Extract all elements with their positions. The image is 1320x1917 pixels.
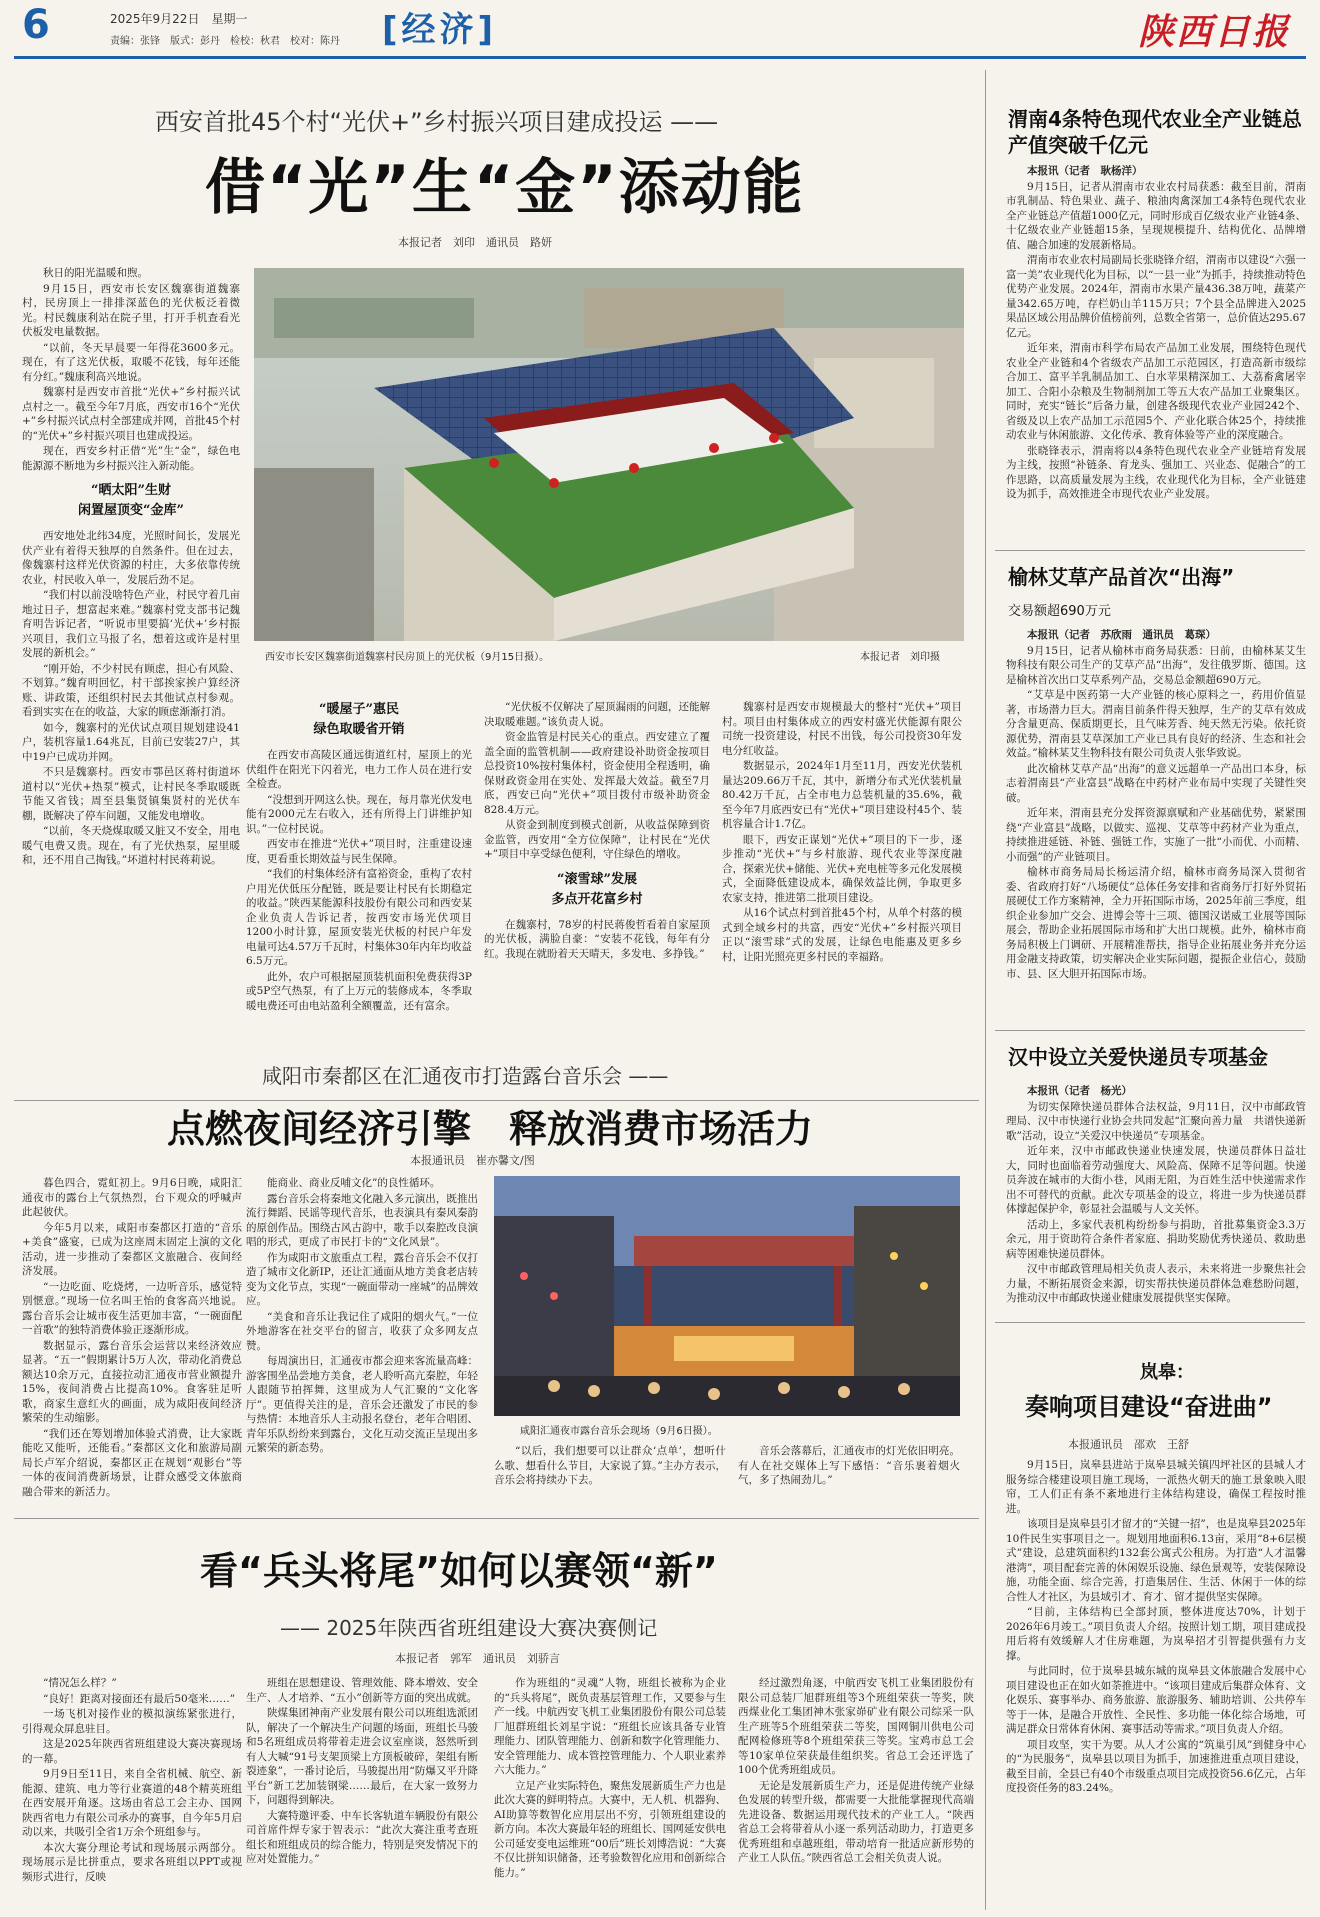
solar-rooftop-photo xyxy=(254,268,964,641)
sidebar-a4-kicker: 岚皋： xyxy=(1140,1362,1194,1383)
paragraph: 项目攻坚，实干为要。从人才公寓的“筑巢引凤”到健身中心的“为民服务”，岚皋县以项目为抓手，加速推进重点项目建设，截至目前，全县已有40个市级重点项目完成投资56.6亿元，占年度投资任务的83.24%。 xyxy=(1006,1738,1306,1794)
section-title: [经济] xyxy=(382,10,498,50)
paragraph: “美食和音乐让我记住了咸阳的烟火气。”一位外地游客在社交平台的留言，收获了众多网友点赞。 xyxy=(246,1310,478,1352)
sidebar-a2-subtitle: 交易额超690万元 xyxy=(1008,604,1111,619)
paragraph: 露台音乐会将秦地文化融入多元演出，既推出流行舞蹈、民谣等现代音乐，也表演具有秦风秦韵的原创作品。围绕古风古韵中，歌手以秦腔改良演唱的形式，更成了市民打卡的“文化风景”。 xyxy=(246,1192,478,1248)
paragraph: 活动上，多家代表机构纷纷参与捐助，首批募集资金3.3万余元，用于资助符合条件者家庭、捐助奖励优秀快递员、救助患病等困难快递员群体。 xyxy=(1006,1218,1306,1260)
art2-headline: 点燃夜间经济引擎 释放消费市场活力 xyxy=(167,1107,814,1151)
paragraph: 近年来，渭南市科学布局农产品加工业发展，围绕特色现代农业全产业链和4个省级农产品加工示范园区，打造高新市级综合加工、富平羊乳制品加工、白水苹果精深加工、大荔畜禽屠宰加工、合阳小杂粮及生物制剂加工等五大农产品加工业聚集区。同时，充实“链长”后备力量，创建各级现代农业产业园242个、省级及以上农产品加工示范园5个、产业化联合体25个，持续推动农业与休闲旅游、文化传承、教育体验等产业的深度融合。 xyxy=(1006,342,1306,441)
paragraph: 不只是魏寨村。西安市鄠邑区蒋村街道坏道村以“光伏+热泵”模式，让村民冬季取暖既节能又省钱；周至县集贤镇集贤村的光伏车棚，既解决了停车问题，又能发电增收。 xyxy=(22,766,240,822)
sidebar-rule-1 xyxy=(995,550,1305,551)
paragraph: 数据显示，2024年1月至11月，西安光伏装机量达209.66万千瓦，其中，新增分布式光伏装机量80.42万千瓦，占全市电力总装机量的35.6%，截至今年7月底西安已有“光伏+”项目建设村45个、装机容量合计1.7亿。 xyxy=(722,760,962,830)
paragraph: 9月9日至11日，来自全省机械、航空、新能源、建筑、电力等行业赛道的48个精英班组在西安展开角逐。这场由省总工会主办、国网陕西省电力有限公司承办的赛事，自今年5月启动以来，共吸引全省1万余个班组参与。 xyxy=(22,1768,242,1838)
sidebar-a1-paragraphs xyxy=(1006,180,1306,502)
paragraph: 立足产业实际特色，聚焦发展新质生产力也是此次大赛的鲜明特点。大赛中，无人机、机器狗、AI助算等数智化应用层出不穷，引领班组建设的新方向。本次大赛最年轻的班组长、国网延安供电公司延安变电运维班“00后”班长刘博浩说：“大赛不仅比拼知识储备，还考验数智化应用和创新综合能力。” xyxy=(494,1779,726,1879)
header-divider xyxy=(14,56,1306,59)
paragraph: 9月15日，岚皋县进站于岚皋县城关镇四坪社区的县城人才服务综合楼建设项目施工现场，一派热火朝天的施工景象映入眼帘，工人们正有条不紊地进行主体结构建设，确保工程按时推进。 xyxy=(1006,1459,1306,1515)
paragraph: 此外，农户可根据屋顶装机面积免费获得3P或5P空气热泵，有了上万元的装修成本，冬季取暖电费还可由电站盈利全额覆盖，还有富余。 xyxy=(246,970,472,1012)
solar-rooftop-illustration xyxy=(254,268,964,641)
art3-byline: 本报记者 郭军 通讯员 刘骄言 xyxy=(395,1652,560,1665)
paragraph: 大赛特邀评委、中车长客轨道车辆股份有限公司首席件焊专家于智表示：“此次大赛注重考查班组长和班组成员的综合能力，特别是突发情况下的应对处置能力。” xyxy=(246,1809,478,1865)
paragraph: “情况怎么样？” xyxy=(43,1677,117,1689)
sidebar-a1-body xyxy=(1006,164,1306,542)
paragraph: 张晓锋表示，渭南将以4条特色现代农业全产业链培育发展为主线，按照“补链条、育龙头、强加工、兴业态、促融合”的工作思路，以高质量发展为主线，农业现代化为目标，全产业链建设为抓手，高效推进全市现代农业产业发展。 xyxy=(1006,444,1306,500)
paragraph: “一边吃面、吃烧烤，一边听音乐，感觉特别惬意。”现场一位名叫王怡的食客高兴地说。露台音乐会让城市夜生活更加丰富，“一碗面配一首歌”的独特消费体验正逐渐形成。 xyxy=(22,1280,242,1336)
paragraph: 一场飞机对接作业的模拟演练紧张进行，引得观众屏息驻目。 xyxy=(22,1708,242,1735)
lead-subhead-2-line2: 绿色取暖省开销 xyxy=(313,722,405,737)
paragraph: 渭南市农业农村局副局长张晓锋介绍，渭南市以建设“六强一富一美”农业现代化为目标，以“一县一业”为抓手，持续推动特色优势产业发展。2024年，渭南市水果产量436.38万吨，蔬菜产量342.65万吨，存栏奶山羊115万只；7个县全品牌进入2025果品区域公用品牌价值榜前列，总数全省第一，总价值达295.67亿元。 xyxy=(1006,254,1306,339)
paragraph: 魏寨村是西安市首批“光伏+”乡村振兴试点村之一。截至今年7月底，西安市16个“光伏+”乡村振兴试点村全部建成并网，首批45个村的“光伏+”乡村振兴项目也建成投运。 xyxy=(22,386,240,442)
lead-subhead-3-line1: “滚雪球”发展 xyxy=(557,871,637,887)
lead-kicker: 西安首批45个村“光伏+”乡村振兴项目建成投运 —— xyxy=(155,108,719,136)
sidebar-divider xyxy=(985,70,986,1910)
sidebar-a1-byline: 本报讯（记者 耿杨洋） xyxy=(1027,165,1143,177)
lead-headline: 借“光”生“金”添动能 xyxy=(205,153,805,223)
paragraph: 汉中市邮政管理局相关负责人表示，未来将进一步聚焦社会力量，不断拓展资金来源，切实帮扶快递员群体急难愁盼问题，为推动汉中市邮政快递业健康发展提供坚实保障。 xyxy=(1006,1263,1306,1304)
art2-column-1 xyxy=(22,1176,242,1506)
paragraph: “以后，我们想要可以让群众‘点单’，想听什么歌、想看什么节目，大家说了算。”主办方表示，音乐会将持续办下去。 xyxy=(494,1445,726,1486)
paragraph: “刚开始，不少村民有顾虑，担心有风险、不划算。”魏育明回忆，村干部挨家挨户算经济账、讲政策，还组织村民去其他试点村参观。看到实实在在的收益，大家的顾虑渐渐打消。 xyxy=(22,662,240,718)
lead-column-2 xyxy=(246,700,472,1090)
editor-credits: 责编：张锋 版式：彭丹 检校：秋君 校对：陈丹 xyxy=(110,36,340,47)
paragraph: 近年来，汉中市邮政快递业快速发展，快递员群体日益壮大，同时也面临着劳动强度大、风险高、保障不足等问题。快递员奔波在城市的大街小巷，风雨无阻，为百姓生活中快递需求作出不可替代的贡献。此次专项基金的设立，将进一步为快递员群体撑起保护伞，彰显社会温暖与人文关怀。 xyxy=(1006,1145,1306,1215)
lead-subhead-1-line2: 闲置屋顶变“金库” xyxy=(78,503,184,518)
art2-bottom-rule xyxy=(14,1518,979,1519)
paragraph: 现在，西安乡村正借“光”生“金”，绿色电能源源不断地为乡村振兴注入新动能。 xyxy=(22,445,240,472)
sidebar-a2-byline: 本报讯（记者 苏欣雨 通讯员 葛琛） xyxy=(1027,629,1216,641)
lead-photo-caption: 西安市长安区魏寨街道魏寨村民房顶上的光伏板（9月15日摄）。 xyxy=(265,652,550,663)
art2-byline: 本报通讯员 崔亦馨文/图 xyxy=(410,1154,535,1167)
lead-column-1 xyxy=(22,266,240,1086)
paragraph: 西安地处北纬34度，光照时间长，发展光伏产业有着得天独厚的自然条件。但在过去，像魏寨村这样光伏资源的村庄，大多依靠传统农业，村民收入单一，发展后劲不足。 xyxy=(22,530,240,586)
sidebar-a3-paragraphs xyxy=(1006,1100,1306,1306)
paragraph: 作为咸阳市文旅重点工程，露台音乐会不仅打造了城市文化新IP，还让汇通面从地方美食老店转变为文化节点，实现“一碗面带动一座城”的品牌效应。 xyxy=(246,1251,478,1307)
lead-byline: 本报记者 刘印 通讯员 路妍 xyxy=(398,236,552,249)
lead-subhead-3-line2: 多点开花富乡村 xyxy=(551,891,643,907)
lead-subhead-1 xyxy=(22,481,240,521)
art2-column-2 xyxy=(246,1176,478,1506)
lead-col1-paragraphs xyxy=(22,266,240,473)
paragraph: 9月15日，记者从渭南市农业农村局获悉：截至目前，渭南市乳制品、特色果业、蔬子、粮油肉禽深加工4条特色现代农业全产业链总产值超1000亿元，同时形成百亿级农业产业链4条、十亿级农业产业链超15条，呈现规模提升、结构优化、品牌增值、融合加速的发展新格局。 xyxy=(1006,180,1306,251)
sidebar-a2-paragraphs xyxy=(1006,644,1306,982)
lead-col2b-paragraphs xyxy=(246,748,472,1013)
paragraph: 这是2025年陕西省班组建设大赛决赛现场的一幕。 xyxy=(22,1738,242,1765)
paragraph: “光伏板不仅解决了屋顶漏雨的问题，还能解决取暖难题。”该负责人说。 xyxy=(484,701,710,728)
art2-col4-paragraphs xyxy=(738,1444,960,1488)
art3-column-1 xyxy=(22,1676,242,1912)
sidebar-a1-headline: 渭南4条特色现代农业全产业链总产值突破千亿元 xyxy=(1008,107,1302,157)
sidebar-a2-headline: 榆林艾草产品首次“出海” xyxy=(1008,565,1235,589)
sidebar-a4-byline: 本报通讯员 邵欢 王舒 xyxy=(1068,1438,1189,1451)
art3-column-4 xyxy=(738,1676,974,1912)
art3-col4-paragraphs xyxy=(738,1676,974,1866)
lead-photo-credit: 本报记者 刘印摄 xyxy=(860,652,940,663)
lead-column-4 xyxy=(722,700,962,1090)
lead-col1b-paragraphs xyxy=(22,529,240,868)
night-market-photo xyxy=(494,1176,960,1416)
paragraph: 班组在思想建设、管理效能、降本增效、安全生产、人才培养、“五小”创新等方面的突出成就。 xyxy=(246,1677,478,1704)
art3-col3-paragraphs xyxy=(494,1676,726,1880)
paragraph: 音乐会落幕后，汇通夜市的灯光依旧明亮。有人在社交媒体上写下感悟：“音乐裹着烟火气，多了热闹劲儿。” xyxy=(738,1445,960,1486)
sidebar-a4-body xyxy=(1006,1458,1306,1910)
paragraph: “以前，冬天烧煤取暖又脏又不安全，用电暖气电费又贵。现在，有了光伏热泵，屋里暖和，还不用自己掏钱。”坏道村村民蒋莉说。 xyxy=(22,825,240,866)
paragraph: 从资金到制度到模式创新，从收益保障到资金监管，西安用“全方位保障”，让村民在“光伏+”项目中享受绿色便利，守住绿色的增收。 xyxy=(484,819,710,860)
paragraph: 暮色四合，霓虹初上。9月6日晚，咸阳汇通夜市的露台上气氛热烈，台下观众的呼喊声此起彼伏。 xyxy=(22,1177,242,1218)
paragraph: “以前，冬天早晨要一年得花3600多元。现在，有了这光伏板，取暖不花钱，每年还能有分红。”魏康利高兴地说。 xyxy=(22,341,240,383)
paragraph: 无论是发展新质生产力，还是促进传统产业绿色发展的转型升级，都需要一大批能掌握现代高端先进设备、数据运用现代技术的产业工人。“陕西省总工会将带着从小逐一系列活动助力，打造更多优秀班组和卓越班组，带动培育一批适应新形势的产业工人队伍。”陕西省总工会相关负责人说。 xyxy=(738,1779,974,1864)
paragraph: 资金监管是村民关心的重点。西安建立了覆盖全面的监管机制——政府建设补助资金按项目总投资10%按村集体村，资金使用全程透明，确保财政资金用在实处、发挥最大效益。截至7月底，西安已向“光伏+”项目拨付市级补助资金828.4万元。 xyxy=(484,731,710,816)
lead-column-3 xyxy=(484,700,710,1090)
paragraph: “我们的村集体经济有富裕资金，重构了农村户用光伏低压分配链，既是要让村民有长期稳定的收益。”陕西某能源科技股份有限公司和西安某企业负责人告诉记者，按西安市场光伏项目1200小时计算，屋顶安装光伏板的村民户年发电量可达4.57万千瓦时，村集体30年内年均收益6.5万元。 xyxy=(246,868,472,967)
lead-subhead-3 xyxy=(484,870,710,910)
paragraph: “我们村以前没啥特色产业，村民守着几亩地过日子，想富起来难。”魏寨村党支部书记魏育明告诉记者，“听说市里要搞‘光伏+’乡村振兴项目，我们立马报了名，想着这或许是村里发展的新机会。” xyxy=(22,589,240,659)
night-market-illustration xyxy=(494,1176,960,1416)
paragraph: 该项目是岚皋县引才留才的“关键一招”，也是岚皋县2025年10件民生实事项目之一。规划用地面积6.13亩，采用“8+6层模式”建设，总建筑面积约132套公寓式公租房。为打造“人才温馨港湾”，项目配套完善的休闲娱乐设施、绿色景观等，安装保障设施，功能全面、综合完善，打造集居住、生活、休闲于一体的综合性人才社区，为县域引才、育才、留才提供坚实保障。 xyxy=(1006,1518,1306,1603)
art2-column-4 xyxy=(738,1444,960,1508)
newspaper-logo: 陕西日报 xyxy=(1137,11,1290,53)
paragraph: 能商业、商业反哺文化”的良性循环。 xyxy=(267,1177,441,1189)
paragraph: 每周演出日，汇通夜市都会迎来客流量高峰：游客围坐品尝地方美食，老人聆听高亢秦腔，年轻人跟随节拍挥舞，这里成为人气汇聚的“文化客厅”。更值得关注的是，音乐会还激发了市民的参与热情：本地音乐人主动报名登台，老年合唱团、青年乐队纷纷来到露台，文化互动交流正呈现出多元繁荣的新态势。 xyxy=(246,1355,478,1454)
paragraph: “目前，主体结构已全部封顶，整体进度达70%，计划于2026年6月竣工。”项目负责人介绍。按照计划工期，项目建成投用后将有效缓解人才住房难题，为岚皋招才引智提供强有力支撑。 xyxy=(1006,1606,1306,1662)
art2-photo-caption: 咸阳汇通夜市露台音乐会现场（9月6日摄）。 xyxy=(520,1426,718,1437)
sidebar-rule-3 xyxy=(995,1322,1305,1323)
sidebar-a3-headline: 汉中设立关爱快递员专项基金 xyxy=(1008,1045,1268,1069)
sidebar-a3-byline: 本报讯（记者 杨光） xyxy=(1027,1085,1132,1097)
paragraph: 为切实保障快递员群体合法权益，9月11日，汉中市邮政管理局、汉中市快递行业协会共同发起“汇聚向善力量 共谱快递新歌”活动，设立“关爱汉中快递员”专项基金。 xyxy=(1006,1100,1306,1142)
paragraph: “没想到开网这么快。现在，每月靠光伏发电能有2000元左右收入，还有所得上门讲维护知识。”一位村民说。 xyxy=(246,793,472,835)
art3-column-3 xyxy=(494,1676,726,1912)
paragraph: “艾草是中医药第一大产业链的核心原料之一，药用价值显著，市场潜力巨大。渭南目前条件得天独厚，生产的艾草有效成分含量更高、保质期更长，且气味芳香、纯天然无污染。依托资源优势，渭南县艾草深加工产业已具有良好的经济、生态和社会效益。”榆林某艾生物科技有限公司负责人张华致说。 xyxy=(1006,689,1306,759)
art3-column-2 xyxy=(246,1676,478,1912)
page-number: 6 xyxy=(22,2,50,48)
art3-col1-paragraphs xyxy=(22,1676,242,1884)
paragraph: 作为班组的“灵魂”人物，班组长被称为企业的“兵头将尾”，既负责基层管理工作，又要参与生产一线。中航西安飞机工业集团股份有限公司总装厂旭群班组长刘星宇说：“班组长应该具备专业管理能力、团队管理能力、创新和数字化管理能力、安全管理能力、成本管控管理能力、个人职业素养六大能力。” xyxy=(494,1677,726,1776)
paragraph: 眼下，西安正谋划“光伏+”项目的下一步，逐步推动“光伏+”与乡村旅游、现代农业等深度融合，探索光伏+储能、光伏+充电桩等多元化发展模式，全面降低建设成本，确保效益比例，争取更多农家支持，推进第二批项目建设。 xyxy=(722,833,962,904)
paragraph: 在西安市高陵区通远街道红村，屋顶上的光伏组件在阳光下闪着光，电力工作人员在进行安全检查。 xyxy=(246,749,472,790)
paragraph: 近年来，渭南县充分发挥资源禀赋和产业基础优势，紧紧围绕“产业富县”战略，以做实、巡视、艾草等中药材产业为重点，持续推进延链、补链、强链工作，实施了一批“小而优、小而精、小而强”的产业链项目。 xyxy=(1006,807,1306,863)
art3-headline: 看“兵头将尾”如何以赛领“新” xyxy=(200,1549,718,1593)
paragraph: “我们还在筹划增加体验式消费，让大家既能吃又能听，还能看。”秦都区文化和旅游局副局长卢军介绍说，秦都区正在规划“观影台”等一体的夜间消费新场景，让群众感受文体旅商融合带来的新活力。 xyxy=(22,1427,242,1498)
lead-subhead-1-line1: “晒太阳”生财 xyxy=(91,483,171,498)
paragraph: 9月15日，记者从榆林市商务局获悉：日前，由榆林某艾生物科技有限公司生产的艾草产品“出海”，发往俄罗斯、德国。这是榆林首次出口艾草系列产品，交易总金额超690万元。 xyxy=(1006,644,1306,686)
lead-col3b-paragraphs xyxy=(484,918,710,962)
paragraph: 与此同时，位于岚皋县城东城的岚皋县文体旅融合发展中心项目建设也正在如火如荼推进中。“该项目建成后集群众体育、文化娱乐、赛事举办、商务旅游、旅游服务、辅助培训、公共停车等于一体，是融合开放性、全民性、多功能一体化综合场地，可满足群众日常体育休闲、赛事活动等需求。”项目负责人介绍。 xyxy=(1006,1665,1306,1735)
page-header xyxy=(0,0,1320,56)
lead-subhead-2-line1: “暖屋子”惠民 xyxy=(319,702,399,717)
paragraph: 如今，魏寨村的光伏试点项目规划建设41户，装机容量1.64兆瓦，目前已安装27户，其中19户已成功并网。 xyxy=(22,721,240,763)
paragraph: 从16个试点村到首批45个村，从单个村落的模式到全域乡村的共富，西安“光伏+”乡村振兴项目正以“滚雪球”式的发展，让绿色电能惠及更多乡村，让阳光照亮更多村民的幸福路。 xyxy=(722,907,962,963)
paragraph: 秋日的阳光温暖和煦。 xyxy=(43,267,148,279)
paragraph: 在魏寨村，78岁的村民蒋俊哲看着自家屋顶的光伏板，满脸自豪：“安装不花钱，每年有分红。我现在就盼着天天晴天，多发电、多挣钱。” xyxy=(484,918,710,960)
paragraph: 陕煤集团神南产业发展有限公司以班组选派团队，解决了一个解决生产问题的场面，班组长马骏和5名班组成员将带着走进会议室座谈，怒然听到有人大喊“91号支架顶梁上方顶板破碎，架组有断裂迹象”，一番讨论后，马骏提出用“防爆又平升降平台”新工艺加装钢梁……最后，在大家一致努力下，问题得到解决。 xyxy=(246,1707,478,1806)
paragraph: 魏寨村是西安市规模最大的整村“光伏+”项目村。项目由村集体成立的西安村盛光伏能源有限公司统一投资建设，村民不出钱，每公司投资30年发电分红收益。 xyxy=(722,701,962,757)
art2-col1-paragraphs xyxy=(22,1176,242,1499)
paragraph: 西安市在推进“光伏+”项目时，注重建设速度，更看重长期效益与民生保障。 xyxy=(246,838,472,865)
art3-col2-paragraphs xyxy=(246,1676,478,1867)
sidebar-a4-headline: 奏响项目建设“奋进曲” xyxy=(1025,1393,1273,1421)
art2-col3-paragraphs xyxy=(494,1444,726,1488)
art2-column-3 xyxy=(494,1444,726,1508)
paragraph: 9月15日，西安市长安区魏寨街道魏寨村，民房顶上一排排深蓝色的光伏板泛着微光。村民魏康利站在院子里，打开手机查看光伏板发电量数据。 xyxy=(22,282,240,338)
sidebar-rule-2 xyxy=(995,1030,1305,1031)
lead-col3-paragraphs xyxy=(484,700,710,862)
paragraph: 榆林市商务局局长杨运清介绍，榆林市商务局深入贯彻省委、省政府打好“八场硬仗”总体任务安排和省商务厅打好外贸拓展硬仗工作方案精神，全力开拓国际市场，2025年前三季度，组织企业参加广交会、进博会等十三项、德国汉诺威工业展等国际展会，帮助企业拓展国际市场和扩大出口规模。此外，榆林市商务局积极上门调研、开展精准帮扶，指导企业拓展业务并充分运用金融支持政策，切实解决企业实际问题，提振企业信心，鼓励市、县、区大胆开拓国际市场。 xyxy=(1006,866,1306,980)
art2-kicker: 咸阳市秦都区在汇通夜市打造露台音乐会 —— xyxy=(262,1064,669,1088)
issue-date: 2025年9月22日 星期一 xyxy=(110,12,248,26)
sidebar-a2-body xyxy=(1006,628,1306,998)
lead-subhead-2 xyxy=(246,700,472,740)
paragraph: 本次大赛分理论考试和现场展示两部分。现场展示是比拼重点，要求各班组以PPT或视频形式进行，反映 xyxy=(22,1841,242,1883)
paragraph: 今年5月以来，咸阳市秦都区打造的“音乐+美食”盛宴，已成为这座周末固定上演的文化活动，进一步推动了秦都区文旅融合、夜间经济发展。 xyxy=(22,1221,242,1277)
art2-col2-paragraphs xyxy=(246,1176,478,1456)
art3-kicker: —— 2025年陕西省班组建设大赛决赛侧记 xyxy=(280,1616,658,1640)
paragraph: 数据显示，露台音乐会运营以来经济效应显著。“五一”假期累计5万人次，带动化消费总额达10余万元，直接拉动汇通夜市营业额提升15%，夜间消费占比提高10%。食客驻足听歌，商家生意红火的画面，成为咸阳夜间经济繁荣的生动缩影。 xyxy=(22,1339,242,1424)
paragraph: 此次榆林艾草产品“出海”的意义远超单一产品出口本身，标志着渭南县“产业富县”战略在中药材产业布局中实现了关键性突破。 xyxy=(1006,762,1306,804)
sidebar-a4-paragraphs xyxy=(1006,1458,1306,1796)
paragraph: “良好！距离对接面还有最后50毫米……” xyxy=(43,1692,236,1705)
paragraph: 经过激烈角逐，中航西安飞机工业集团股份有限公司总装厂旭群班组等3个班组荣获一等奖，陕西煤业化工集团神木张家峁矿业有限公司综采一队生产班等5个班组荣获二等奖，国网铜川供电公司配网检修班等8个班组荣获三等奖。宝鸡市总工会等10家单位荣获最佳组织奖。省总工会还评选了100个优秀班组成员。 xyxy=(738,1677,974,1776)
lead-col4-paragraphs xyxy=(722,700,962,964)
sidebar-a3-body xyxy=(1006,1084,1306,1314)
